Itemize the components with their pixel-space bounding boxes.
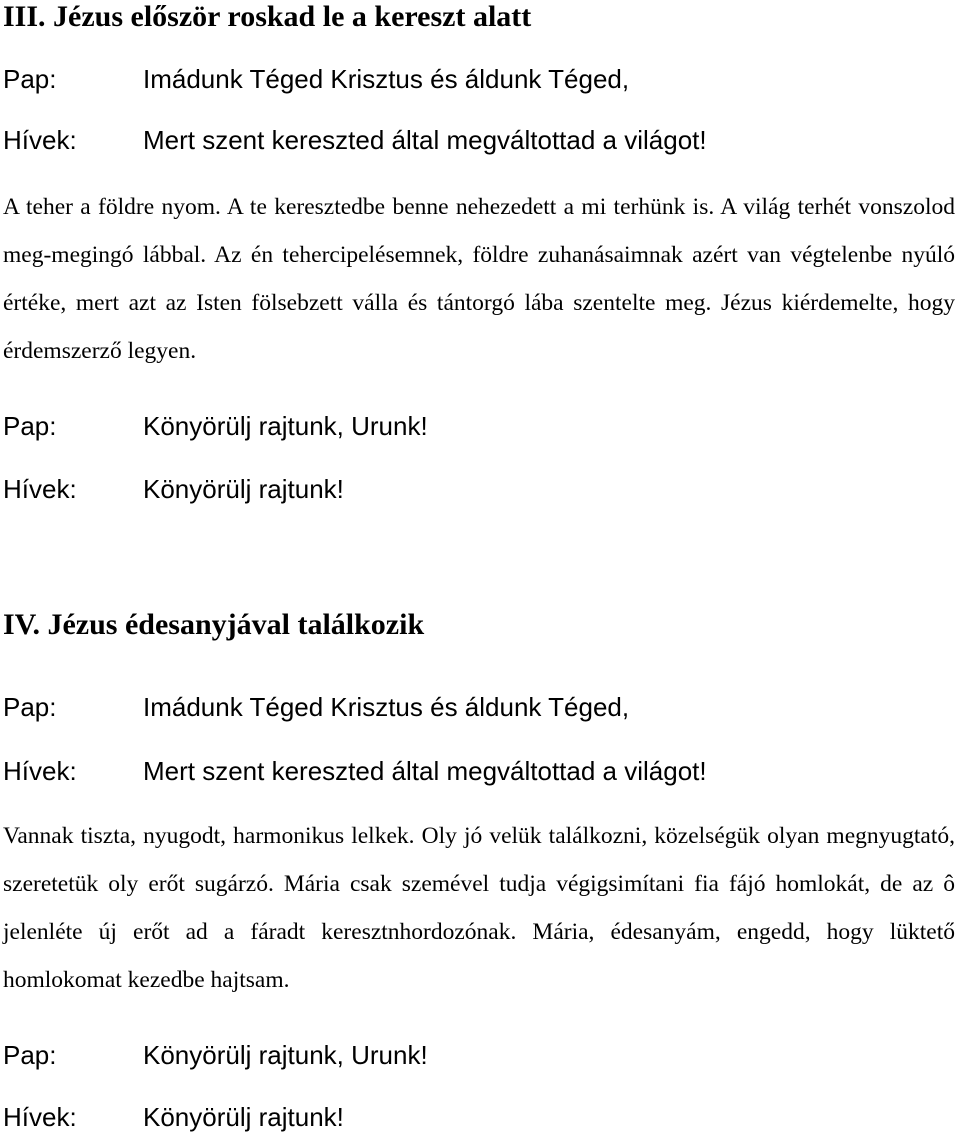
response-text: Imádunk Téged Krisztus és áldunk Téged,: [143, 64, 630, 94]
station-4-meditation: Vannak tiszta, nyugodt, harmonikus lelkek. Oly jó velük találkozni, közelségük olyan megnyugtató, szeretetük oly erőt sugárzó. Mária csak szemével tudja végigsimítani fia fájó homlokát, de az ô jelenléte új erőt ad a fáradt keresztnhordozónak. Mária, édesanyám, engedd, hogy lüktető homlokomat kezedbe hajtsam.: [3, 823, 955, 993]
response-text: Könyörülj rajtunk, Urunk!: [143, 1040, 428, 1070]
response-text: Imádunk Téged Krisztus és áldunk Téged,: [143, 692, 630, 722]
station-3-intro-priest-line: [3, 62, 943, 96]
station-3-meditation: A teher a földre nyom. A te keresztedbe benne nehezedett a mi terhünk is. A világ terhét vonszolod meg-megingó lábbal. Az én tehercipelésemnek, földre zuhanásaimnak azért van végtelenbe nyúló értéke, mert azt az Isten fölsebzett válla és tántorgó lába szentelte meg. Jézus kiérdemelte, hogy érdemszerző legyen.: [3, 194, 955, 364]
response-text: Mert szent kereszted által megváltottad a világot!: [143, 756, 707, 786]
station-4-heading: IV. Jézus édesanyjával találkozik: [3, 608, 425, 641]
station-3-heading: III. Jézus először roskad le a kereszt alatt: [3, 0, 532, 33]
station-4-closing-faithful-line: [3, 1100, 943, 1134]
speaker-label: Hívek:: [3, 474, 77, 504]
speaker-label: Pap:: [3, 692, 57, 722]
station-3-closing-faithful-line: [3, 472, 943, 506]
response-text: Könyörülj rajtunk, Urunk!: [143, 411, 428, 441]
speaker-label: Pap:: [3, 411, 57, 441]
response-text: Mert szent kereszted által megváltottad a világot!: [143, 125, 707, 155]
station-4-intro-priest-line: [3, 690, 943, 724]
response-text: Könyörülj rajtunk!: [143, 1102, 344, 1132]
speaker-label: Hívek:: [3, 1102, 77, 1132]
response-text: Könyörülj rajtunk!: [143, 474, 344, 504]
station-4-closing-priest-line: [3, 1038, 943, 1072]
speaker-label: Hívek:: [3, 756, 77, 786]
speaker-label: Pap:: [3, 1040, 57, 1070]
speaker-label: Pap:: [3, 64, 57, 94]
station-4-intro-faithful-line: [3, 754, 943, 788]
station-3-closing-priest-line: [3, 409, 943, 443]
station-3-intro-faithful-line: [3, 123, 943, 157]
speaker-label: Hívek:: [3, 125, 77, 155]
